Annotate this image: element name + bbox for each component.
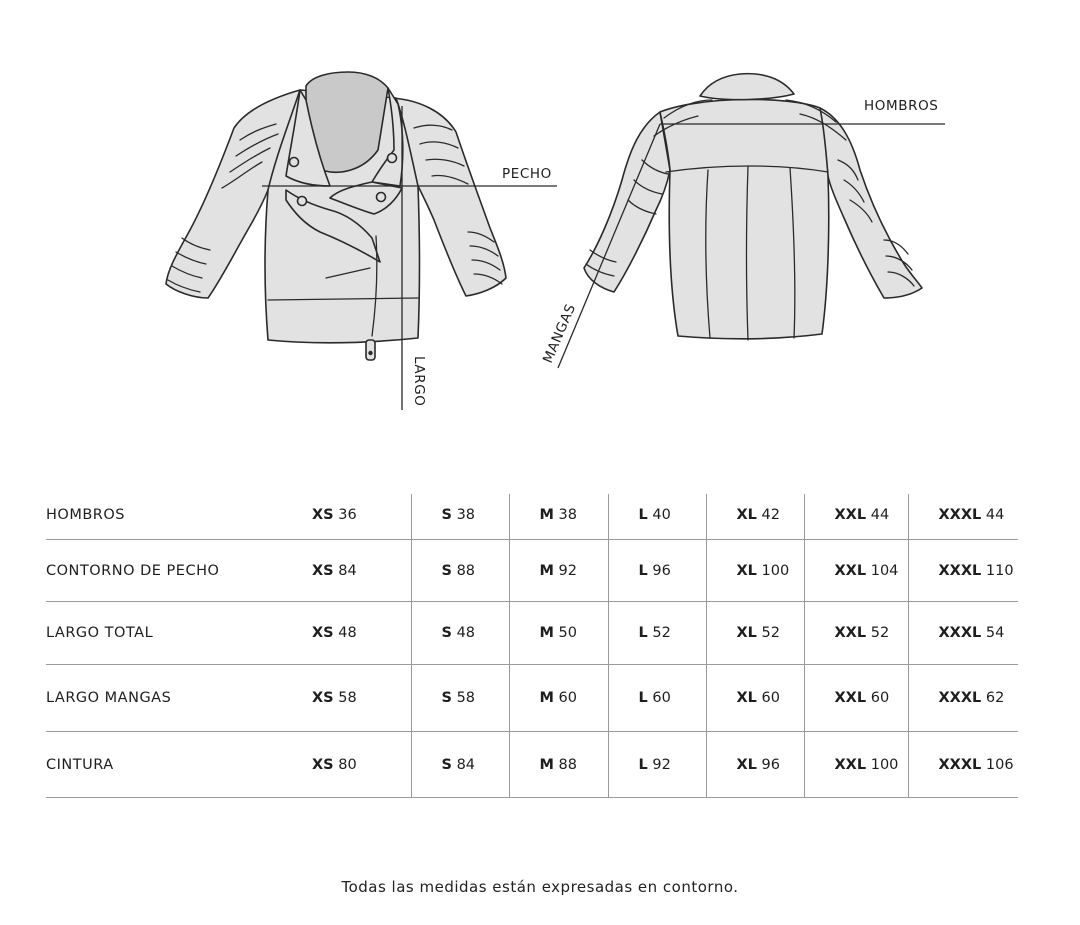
size-measurement: 42: [761, 507, 780, 523]
size-code: XXL: [834, 756, 867, 773]
size-code: S: [441, 756, 452, 773]
size-measurement: 60: [652, 690, 671, 706]
measurement-footnote: Todas las medidas están expresadas en contorno.: [341, 878, 739, 896]
size-measurement: 84: [338, 562, 357, 579]
size-code: S: [441, 507, 452, 523]
size-value-cell: [804, 494, 908, 540]
size-measurement: 92: [652, 756, 671, 773]
size-code: L: [638, 507, 648, 523]
size-measurement: 48: [338, 625, 357, 641]
size-code: L: [638, 756, 648, 773]
size-value-cell: [804, 602, 908, 665]
size-code: XL: [736, 756, 757, 773]
size-code: XXXL: [938, 756, 982, 773]
size-measurement: 38: [558, 507, 577, 523]
length-label: LARGO: [411, 356, 427, 407]
size-value-cell: [310, 732, 411, 798]
size-measurement: 50: [558, 625, 577, 641]
size-value-cell: [608, 540, 706, 602]
size-value-cell: [908, 602, 1018, 665]
size-code: S: [441, 625, 452, 641]
size-measurement: 60: [870, 690, 890, 706]
size-value-cell: [706, 665, 804, 732]
table-row: [46, 602, 1018, 665]
size-code: M: [539, 690, 554, 706]
size-code: XL: [736, 562, 757, 579]
size-code: S: [441, 562, 452, 579]
size-code: XS: [312, 690, 334, 706]
shoulders-label: HOMBROS: [864, 98, 939, 114]
size-code: XS: [312, 562, 334, 579]
size-value-cell: [310, 665, 411, 732]
size-measurement: 54: [985, 625, 1005, 641]
table-row: [46, 494, 1018, 540]
sleeves-label: MANGAS: [539, 301, 580, 366]
size-value-cell: [804, 540, 908, 602]
size-value-cell: [310, 540, 411, 602]
size-measurement: 52: [652, 625, 671, 641]
size-value-cell: [411, 665, 509, 732]
size-measurement: 84: [456, 756, 476, 773]
size-measurement: 80: [338, 756, 357, 773]
jacket-front-illustration: [166, 72, 506, 360]
size-value-cell: [411, 732, 509, 798]
table-row: [46, 665, 1018, 732]
size-code: XL: [736, 690, 757, 706]
size-measurement: 58: [338, 690, 357, 706]
size-code: XXXL: [938, 625, 982, 641]
size-measurement: 44: [870, 507, 890, 523]
size-measurement: 88: [456, 562, 476, 579]
size-value-cell: [908, 494, 1018, 540]
size-code: S: [441, 690, 452, 706]
size-measurement: 96: [761, 756, 780, 773]
size-code: L: [638, 625, 648, 641]
size-value-cell: [411, 602, 509, 665]
jacket-measurement-diagram: [0, 0, 1080, 440]
size-value-cell: [706, 540, 804, 602]
size-value-cell: [310, 494, 411, 540]
size-measurement: 60: [761, 690, 780, 706]
size-value-cell: [509, 732, 608, 798]
size-measurement: 38: [456, 507, 476, 523]
size-measurement: 110: [985, 562, 1014, 579]
size-value-cell: [411, 494, 509, 540]
size-value-cell: [608, 732, 706, 798]
size-value-cell: [706, 732, 804, 798]
size-measurement: 88: [558, 756, 577, 773]
measure-name: CONTORNO DE PECHO: [46, 540, 310, 602]
size-measurement: 106: [985, 756, 1014, 773]
size-value-cell: [608, 494, 706, 540]
measure-name: LARGO TOTAL: [46, 602, 310, 665]
size-measurement: 104: [870, 562, 899, 579]
size-measurement: 40: [652, 507, 671, 523]
size-measurement: 60: [558, 690, 577, 706]
table-row: [46, 732, 1018, 798]
size-value-cell: [908, 732, 1018, 798]
size-code: M: [539, 507, 554, 523]
size-measurement: 52: [870, 625, 890, 641]
size-measurement: 58: [456, 690, 476, 706]
size-code: M: [539, 756, 554, 773]
size-code: XS: [312, 756, 334, 773]
size-value-cell: [804, 665, 908, 732]
size-chart-table: [46, 494, 1018, 798]
size-value-cell: [509, 602, 608, 665]
size-value-cell: [608, 602, 706, 665]
table-row: [46, 540, 1018, 602]
size-code: XS: [312, 625, 334, 641]
sleeves-measure-line: [558, 124, 660, 368]
size-code: XL: [736, 507, 757, 523]
size-value-cell: [509, 665, 608, 732]
size-value-cell: [706, 494, 804, 540]
measure-name: HOMBROS: [46, 494, 310, 540]
measure-name: CINTURA: [46, 732, 310, 798]
size-code: XXL: [834, 690, 867, 706]
size-code: XXL: [834, 507, 867, 523]
size-value-cell: [509, 540, 608, 602]
size-code: XL: [736, 625, 757, 641]
size-measurement: 92: [558, 562, 577, 579]
size-measurement: 44: [985, 507, 1005, 523]
size-measurement: 62: [985, 690, 1005, 706]
size-value-cell: [908, 665, 1018, 732]
size-code: XXXL: [938, 562, 982, 579]
size-code: XXL: [834, 562, 867, 579]
size-code: XXL: [834, 625, 867, 641]
chest-label: PECHO: [502, 166, 552, 182]
size-code: XXXL: [938, 507, 982, 523]
size-code: M: [539, 562, 554, 579]
measure-name: LARGO MANGAS: [46, 665, 310, 732]
size-code: L: [638, 690, 648, 706]
size-measurement: 100: [761, 562, 790, 579]
size-measurement: 36: [338, 507, 357, 523]
size-code: XXXL: [938, 690, 982, 706]
size-code: XS: [312, 507, 334, 523]
size-value-cell: [706, 602, 804, 665]
size-measurement: 48: [456, 625, 476, 641]
size-measurement: 52: [761, 625, 780, 641]
size-code: L: [638, 562, 648, 579]
size-measurement: 96: [652, 562, 671, 579]
size-value-cell: [411, 540, 509, 602]
size-measurement: 100: [870, 756, 899, 773]
size-code: M: [539, 625, 554, 641]
size-value-cell: [608, 665, 706, 732]
size-value-cell: [908, 540, 1018, 602]
size-value-cell: [509, 494, 608, 540]
size-value-cell: [804, 732, 908, 798]
size-value-cell: [310, 602, 411, 665]
